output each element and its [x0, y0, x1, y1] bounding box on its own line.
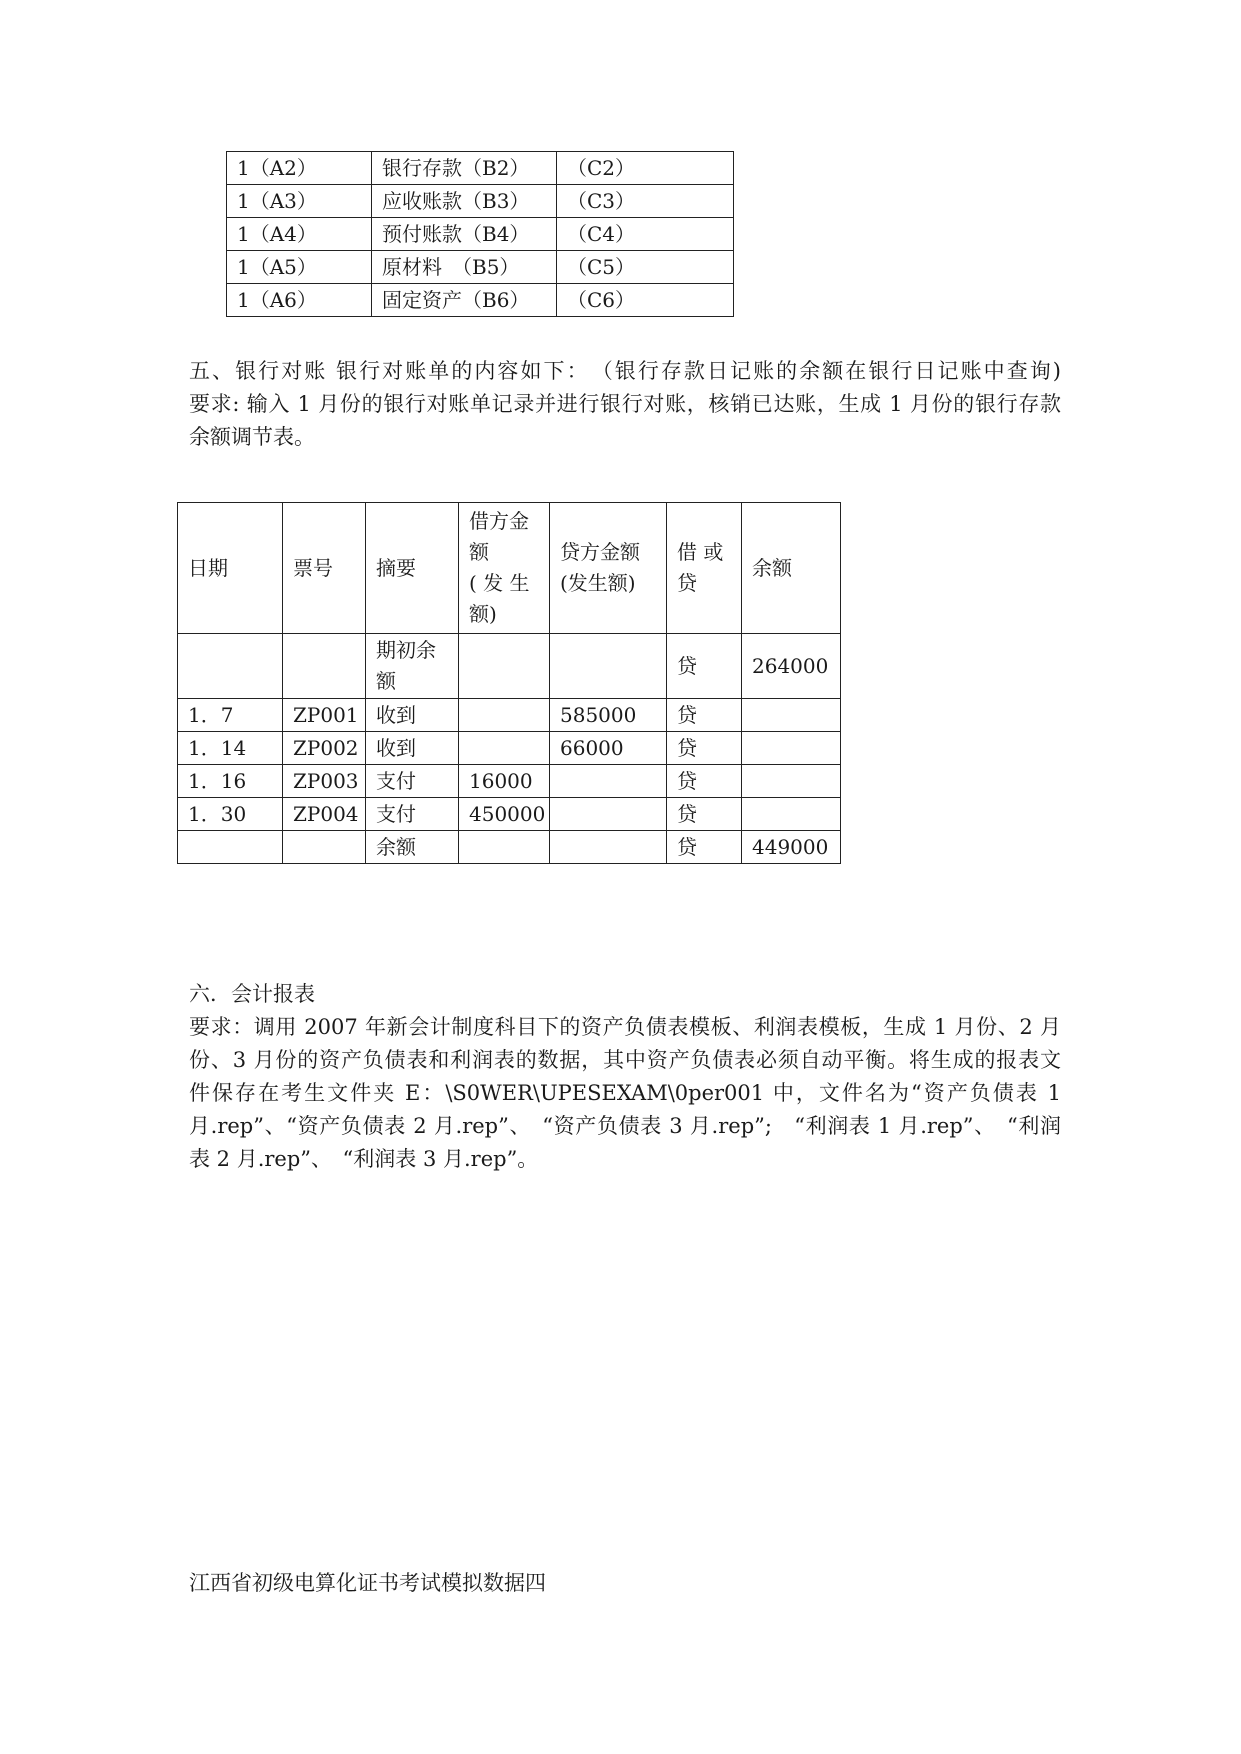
header-balance: 余额	[742, 503, 841, 634]
table-cell	[550, 798, 667, 831]
table-cell: 1．14	[178, 732, 283, 765]
header-date: 日期	[178, 503, 283, 634]
table-cell	[366, 634, 459, 699]
table-cell: 1（A3）	[227, 185, 372, 218]
table-cell: 1（A2）	[227, 152, 372, 185]
table-row	[227, 218, 734, 251]
requirement-text: 要求：调用 2007 年新会计制度科目下的资产负债表模板、利润表模板，生成 1 月份、2 月	[189, 1015, 1061, 1039]
table-cell	[459, 831, 550, 864]
table-cell: ZP001	[283, 699, 366, 732]
header-debit-line: 额)	[469, 602, 497, 626]
header-ticket: 票号	[283, 503, 366, 634]
table-cell: 1．7	[178, 699, 283, 732]
table-cell: 450000	[459, 798, 550, 831]
table-row	[178, 798, 841, 831]
table-cell	[178, 634, 283, 699]
table-cell: 贷	[667, 732, 742, 765]
requirement-text: 余额调节表。	[189, 425, 315, 449]
header-direction-line: 借 或	[677, 540, 724, 564]
header-debit	[459, 503, 550, 634]
table-cell: 贷	[667, 699, 742, 732]
table-header-row	[178, 503, 841, 634]
table-cell: （C2）	[557, 152, 734, 185]
table-cell: 16000	[459, 765, 550, 798]
table-cell: （C5）	[557, 251, 734, 284]
table-cell: ZP003	[283, 765, 366, 798]
table-row	[227, 284, 734, 317]
table-cell: 银行存款（B2）	[372, 152, 557, 185]
header-credit	[550, 503, 667, 634]
table-cell	[283, 831, 366, 864]
table-cell: 贷	[667, 634, 742, 699]
table-cell: 贷	[667, 798, 742, 831]
table-cell: 收到	[366, 699, 459, 732]
opening-summary-line: 额	[376, 669, 396, 693]
table-cell: 贷	[667, 765, 742, 798]
bank-statement-table	[177, 502, 841, 864]
table-cell: 支付	[366, 765, 459, 798]
table-cell: （C6）	[557, 284, 734, 317]
table-cell	[742, 732, 841, 765]
table-cell: 66000	[550, 732, 667, 765]
header-summary: 摘要	[366, 503, 459, 634]
table-cell: ZP004	[283, 798, 366, 831]
table-cell: 1（A5）	[227, 251, 372, 284]
section-accounting-reports	[189, 978, 1061, 1176]
table-cell: 应收账款（B3）	[372, 185, 557, 218]
requirement-text: 表 2 月.rep”、 “利润表 3 月.rep”。	[189, 1147, 539, 1171]
table-cell	[742, 699, 841, 732]
document-title: 江西省初级电算化证书考试模拟数据四	[189, 1571, 546, 1595]
table-cell: 收到	[366, 732, 459, 765]
table-row	[178, 732, 841, 765]
section-heading: 六．会计报表	[189, 982, 315, 1006]
header-credit-line: (发生额)	[560, 571, 636, 595]
table-row-opening	[178, 634, 841, 699]
header-direction-line: 贷	[677, 571, 697, 595]
table-cell: 1（A4）	[227, 218, 372, 251]
header-debit-line: 额	[469, 540, 489, 564]
table-cell: 1（A6）	[227, 284, 372, 317]
table-cell: 余额	[366, 831, 459, 864]
table-cell: 449000	[742, 831, 841, 864]
table-cell	[178, 831, 283, 864]
table-cell	[459, 699, 550, 732]
section-heading: 五、银行对账 银行对账单的内容如下： （银行存款日记账的余额在银行日记账中查询)	[189, 359, 1061, 383]
table-cell: 原材料 （B5）	[372, 251, 557, 284]
header-debit-line: ( 发 生	[469, 571, 530, 595]
table-row	[227, 185, 734, 218]
table-cell: 585000	[550, 699, 667, 732]
table-cell	[459, 732, 550, 765]
table-row	[178, 699, 841, 732]
table-cell	[550, 634, 667, 699]
table-row	[227, 251, 734, 284]
opening-summary-line: 期初余	[376, 638, 436, 662]
table-cell: 预付账款（B4）	[372, 218, 557, 251]
table-cell: 支付	[366, 798, 459, 831]
table-cell: 固定资产（B6）	[372, 284, 557, 317]
section-bank-reconciliation	[189, 355, 1061, 454]
table-cell: 贷	[667, 831, 742, 864]
requirement-text: 月.rep”、“资产负债表 2 月.rep”、 “资产负债表 3 月.rep”; “利润表 1 月.rep”、 “利润	[189, 1114, 1061, 1138]
requirement-text: 份、3 月份的资产负债表和利润表的数据，其中资产负债表必须自动平衡。将生成的报表文	[189, 1048, 1061, 1072]
table-cell: （C4）	[557, 218, 734, 251]
table-cell	[550, 831, 667, 864]
table-row	[178, 765, 841, 798]
requirement-text: 件保存在考生文件夹 E：\S0WER\UPESEXAM\0per001 中，文件名为“资产负债表 1	[189, 1081, 1061, 1105]
table-cell: ZP002	[283, 732, 366, 765]
header-direction	[667, 503, 742, 634]
table-cell: 264000	[742, 634, 841, 699]
table-cell	[459, 634, 550, 699]
table-cell: 1．30	[178, 798, 283, 831]
table-row	[178, 831, 841, 864]
table-row	[227, 152, 734, 185]
table-cell: （C3）	[557, 185, 734, 218]
table-cell	[742, 765, 841, 798]
requirement-text: 要求: 输入 1 月份的银行对账单记录并进行银行对账，核销已达账，生成 1 月份的银行存款	[189, 392, 1061, 416]
table-cell	[742, 798, 841, 831]
header-credit-line: 贷方金额	[560, 540, 640, 564]
table-cell	[550, 765, 667, 798]
account-mapping-table	[226, 151, 734, 317]
header-debit-line: 借方金	[469, 509, 529, 533]
table-cell: 1．16	[178, 765, 283, 798]
table-cell	[283, 634, 366, 699]
